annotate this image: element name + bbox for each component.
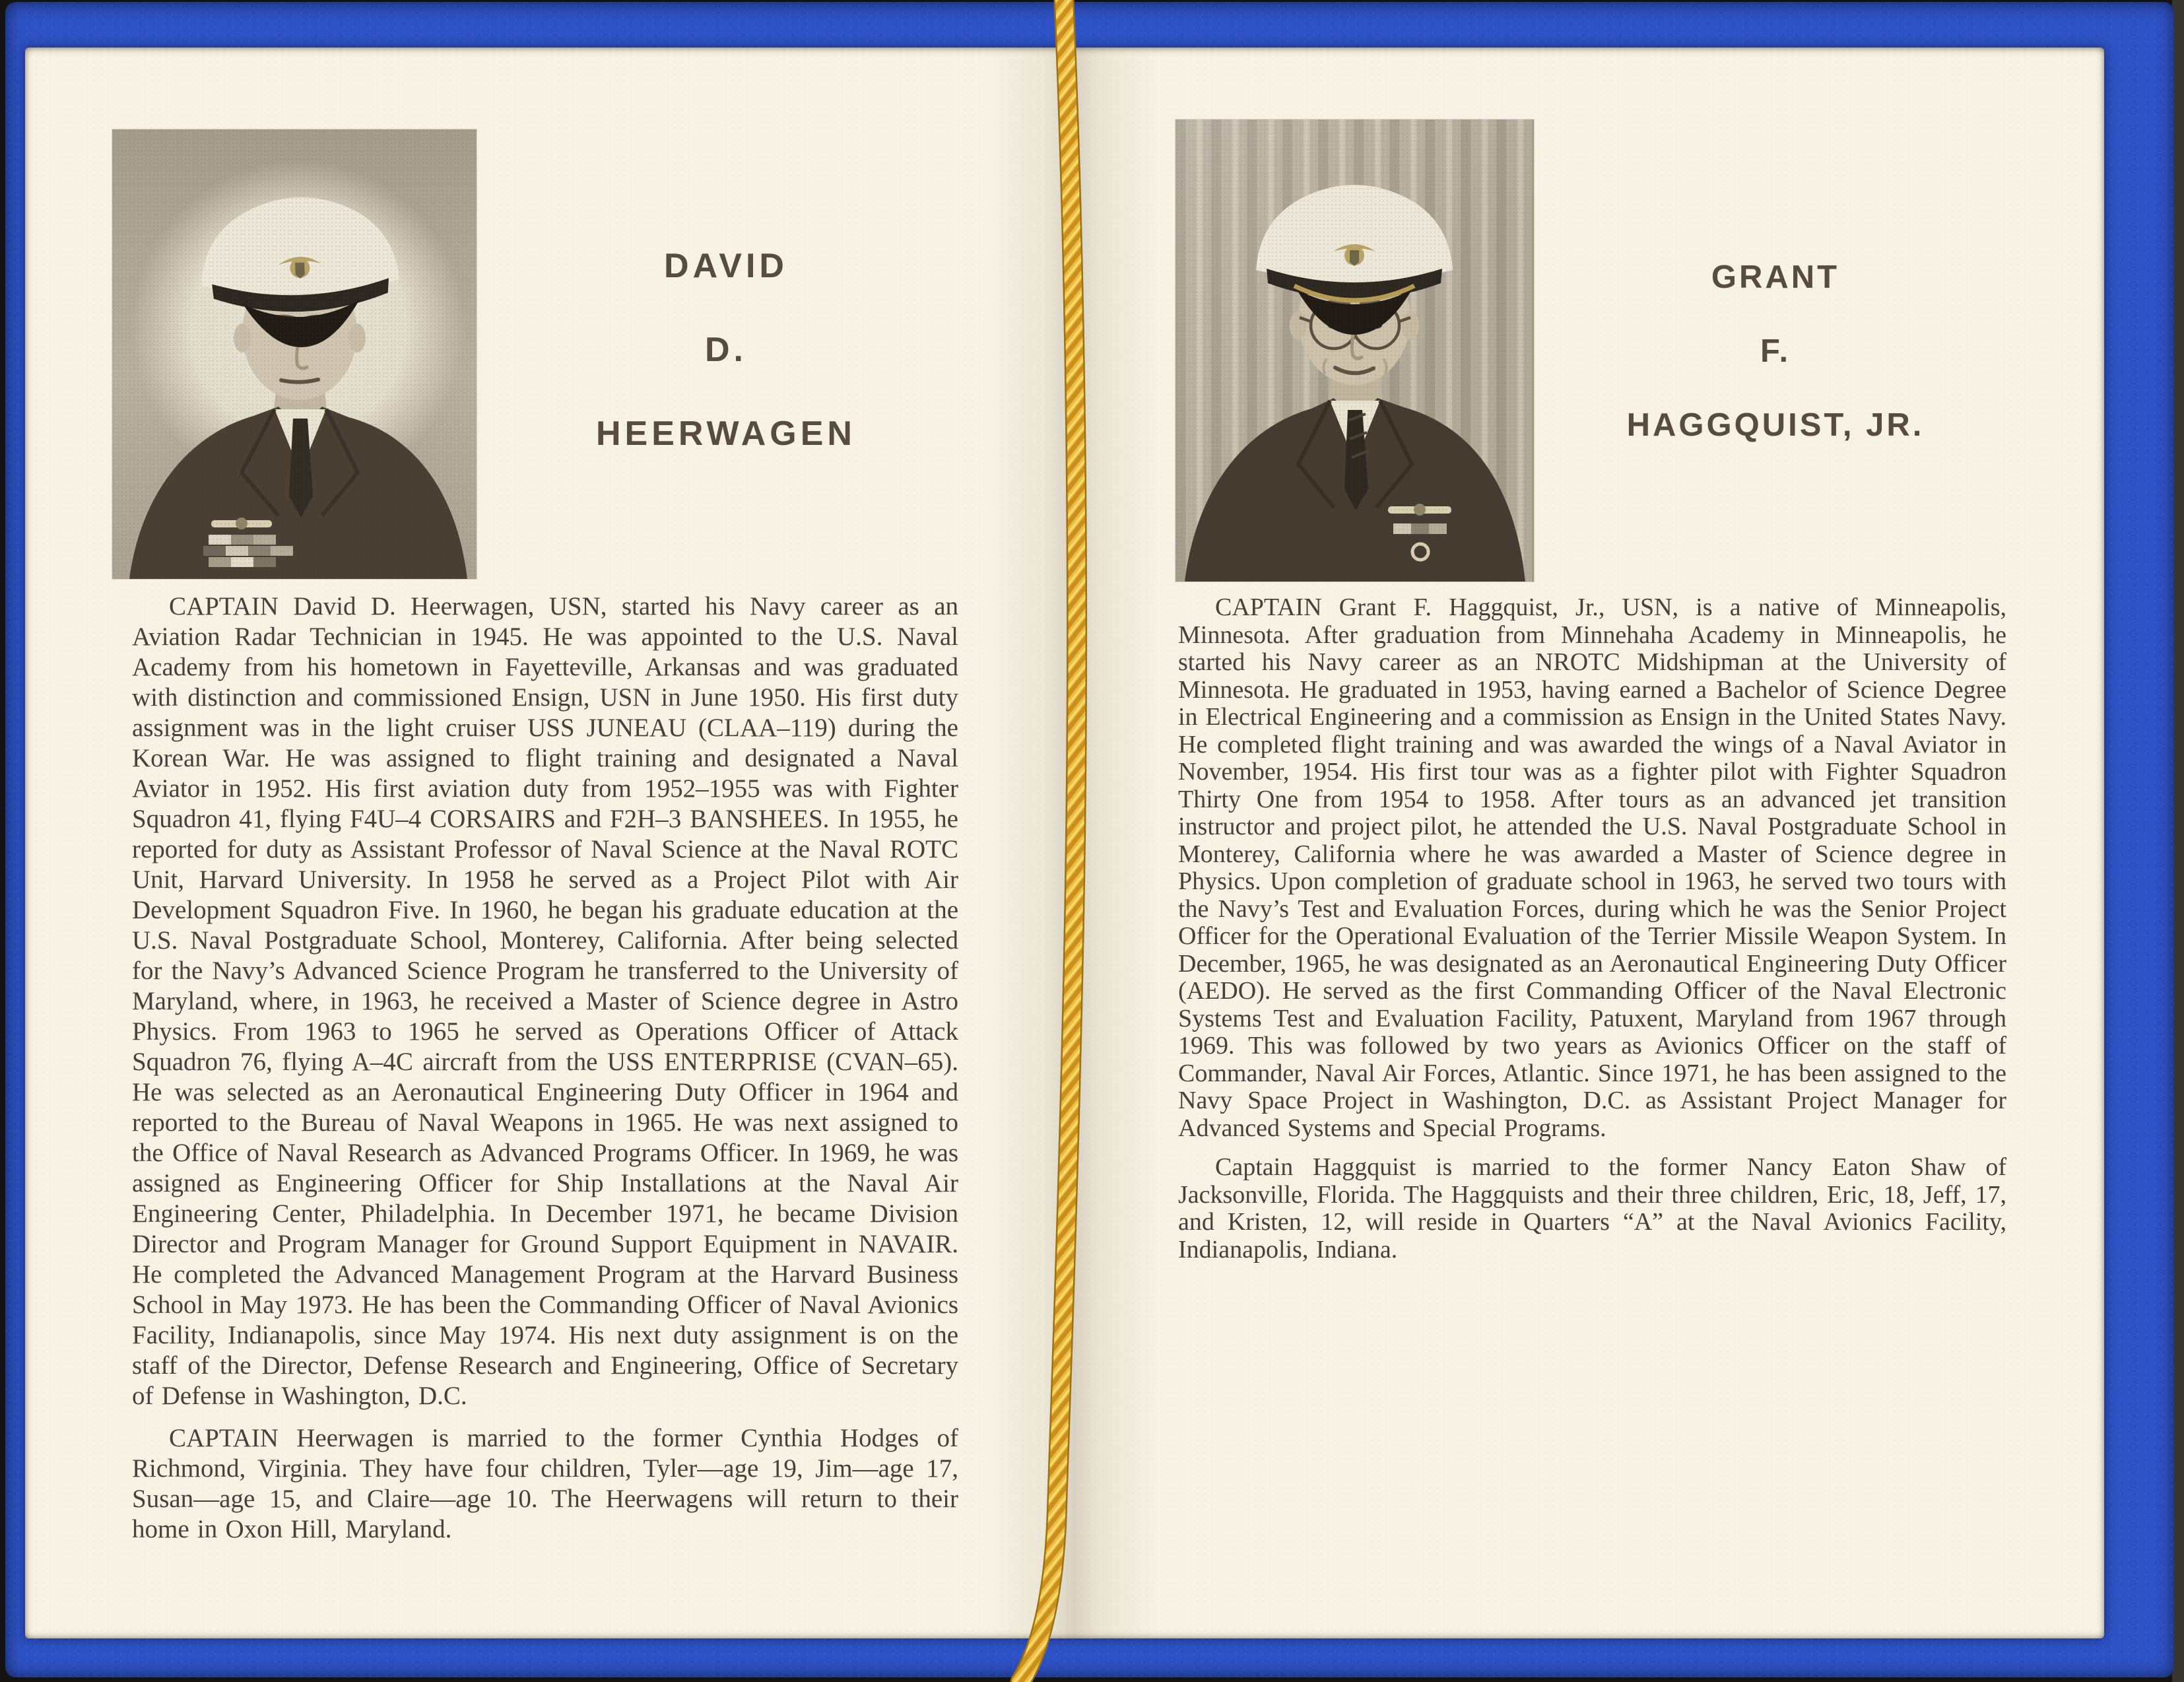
heerwagen-portrait-photo <box>112 129 477 579</box>
left-page-title <box>482 224 970 476</box>
biography-paragraph: CAPTAIN David D. Heerwagen, USN, started his Navy career as an Aviation Radar Technician in 1945. He was appointed to the U.S. Naval Academy from his hometown in Fayetteville, Arkansas and was graduated with distinction and commissioned Ensign, USN in June 1950. His first duty assignment was in the light cruiser USS JUNEAU (CLAA–119) during the Korean War. He was assigned to flight training and designated a Naval Aviator in 1952. His first aviation duty from 1952–1955 was with Fighter Squadron 41, flying F4U–4 CORSAIRS and F2H–3 BANSHEES. In 1955, he reported for duty as Assistant Professor of Naval Science at the Naval ROTC Unit, Harvard University. In 1958 he served as a Project Pilot with Air Development Squadron Five. In 1960, he began his graduate education at the U.S. Naval Postgraduate School, Monterey, California. After being selected for the Navy’s Advanced Science Program he transferred to the University of Maryland, where, in 1963, he received a Master of Science degree in Astro Physics. From 1963 to 1965 he served as Operations Officer of Attack Squadron 76, flying A–4C aircraft from the USS ENTERPRISE (CVAN–65). He was selected as an Aeronautical Engineering Duty Officer in 1964 and reported to the Bureau of Naval Weapons in 1965. He was next assigned to the Office of Naval Research as Advanced Programs Officer. In 1969, he was assigned as Engineering Officer for Ship Installations at the Naval Air Engineering Center, Philadelphia. In December 1971, he became Division Director and Program Manager for Ground Support Equipment in NAVAIR. He completed the Advanced Management Program at the Harvard Business School in May 1973. He has been the Commanding Officer of Naval Avionics Facility, Indianapolis, since May 1974. His next duty assignment is on the staff of the Director, Defense Research and Engineering, Office of Secretary of Defense in Washington, D.C. <box>132 592 958 1410</box>
family-paragraph: Captain Haggquist is married to the former Nancy Eaton Shaw of Jacksonville, Florida. The Haggquists and their three children, Eric, 18, Jeff, 17, and Kristen, 12, will reside in Quarters “A” at the Naval Avionics Facility, Indianapolis, Indiana. <box>1178 1153 2006 1263</box>
page-gutter <box>988 48 1160 1638</box>
family-paragraph: CAPTAIN Heerwagen is married to the former Cynthia Hodges of Richmond, Virginia. They have four children, Tyler—age 19, Jim—age 17, Susan—age 15, and Claire—age 10. The Heerwagens will return to their home in Oxon Hill, Maryland. <box>132 1424 958 1543</box>
right-page-biography <box>1178 594 2006 1263</box>
left-page-biography <box>132 591 958 1545</box>
title-line-last-name: HAGGQUIST, JR. <box>1626 407 1925 443</box>
title-line-middle-initial: F. <box>1760 333 1791 369</box>
biography-paragraph: CAPTAIN Grant F. Haggquist, Jr., USN, is a native of Minneapolis, Minnesota. After graduation from Minnehaha Academy in Minneapolis, he started his Navy career as an NROTC Midshipman at the University of Minnesota. He graduated in 1953, having earned a Bachelor of Science Degree in Electrical Engineering and a commission as Ensign in the United States Navy. He completed flight training and was awarded the wings of a Naval Aviator in November, 1954. His first tour was as a fighter pilot with Fighter Squadron Thirty One from 1954 to 1958. After tours as an advanced jet transition instructor and project pilot, he attended the U.S. Naval Postgraduate School in Monterey, California where he was awarded a Master of Science degree in Physics. Upon completion of graduate school in 1963, he served two tours with the Navy’s Test and Evaluation Forces, during which he was the Senior Project Officer for the Operational Evaluation of the Terrier Missile Weapon System. In December, 1965, he was designated as an Aeronautical Engineering Duty Officer (AEDO). He served as the first Commanding Officer of the Naval Electronic Systems Test and Evaluation Facility, Patuxent, Maryland from 1967 through 1969. This was followed by two years as Avionics Officer on the staff of Commander, Naval Air Forces, Atlantic. Since 1971, he has been assigned to the Navy Space Project in Washington, D.C. as Assistant Project Manager for Advanced Systems and Special Programs. <box>1178 593 2006 1142</box>
title-line-first-name: GRANT <box>1711 259 1840 295</box>
right-page-title <box>1531 240 2020 462</box>
title-line-first-name: DAVID <box>664 247 788 285</box>
title-line-last-name: HEERWAGEN <box>596 415 856 453</box>
portrait-photo-illustration <box>112 129 477 579</box>
title-line-middle-initial: D. <box>705 331 747 369</box>
open-pages <box>25 48 2104 1638</box>
portrait-photo-illustration <box>1175 119 1534 582</box>
haggquist-portrait-photo <box>1175 119 1534 582</box>
